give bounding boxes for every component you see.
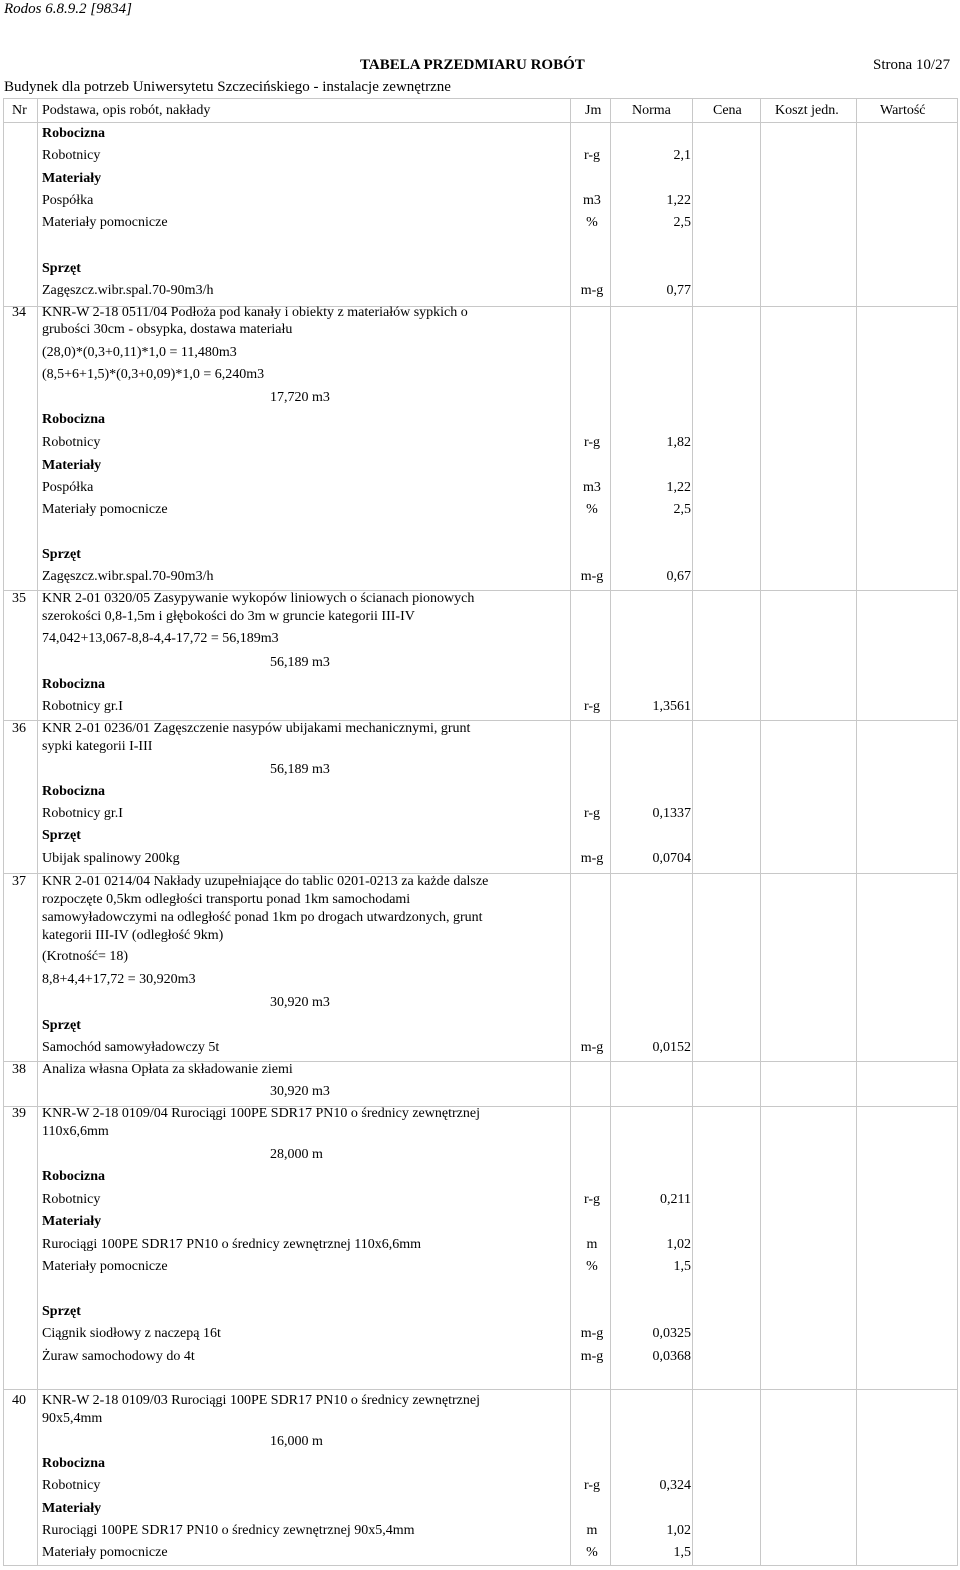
position-description: KNR 2-01 0320/05 Zasypywanie wykopów liniowych o ścianach pionowych <box>42 591 475 606</box>
norm-cell: 1,02 <box>666 1523 691 1538</box>
quantity-total: 56,189 m3 <box>270 762 330 777</box>
category-label: Robocizna <box>42 677 105 692</box>
norm-cell: 1,02 <box>666 1237 691 1252</box>
resource-name: Materiały pomocnicze <box>42 1545 168 1560</box>
category-label: Materiały <box>42 458 102 473</box>
category-label: Sprzęt <box>42 261 81 276</box>
norm-cell: 1,82 <box>666 435 691 450</box>
norm-cell: 2,5 <box>673 215 691 230</box>
unit-cell: r-g <box>583 699 601 714</box>
resource-name: Rurociągi 100PE SDR17 PN10 o średnicy zewnętrznej 110x6,6mm <box>42 1237 421 1252</box>
unit-cell: m-g <box>580 1326 604 1341</box>
position-number: 37 <box>12 874 26 889</box>
norm-cell: 1,22 <box>666 480 691 495</box>
norm-cell: 0,67 <box>666 569 691 584</box>
unit-cell: % <box>586 215 598 230</box>
page-number: Strona 10/27 <box>873 57 951 73</box>
category-label: Materiały <box>42 1501 102 1516</box>
calculation-line: (Krotność= 18) <box>42 949 129 964</box>
col-desc-header: Podstawa, opis robót, nakłady <box>42 103 211 118</box>
column-divider <box>610 98 611 1565</box>
unit-cell: m3 <box>583 193 601 208</box>
category-label: Sprzęt <box>42 1018 81 1033</box>
resource-name: Materiały pomocnicze <box>42 502 168 517</box>
column-divider <box>692 98 693 1565</box>
category-label: Robocizna <box>42 1456 105 1471</box>
resource-name: Robotnicy gr.I <box>42 806 123 821</box>
row-divider <box>3 98 958 99</box>
unit-cell: m <box>586 1523 598 1538</box>
norm-cell: 0,324 <box>659 1478 691 1493</box>
calculation-line: 8,8+4,4+17,72 = 30,920m3 <box>42 972 196 987</box>
description-line: rozpoczęte 0,5km odległości transportu ponad 1km samochodami <box>42 892 411 907</box>
resource-name: Samochód samowyładowczy 5t <box>42 1040 220 1055</box>
norm-cell: 1,5 <box>673 1259 691 1274</box>
unit-cell: r-g <box>583 148 601 163</box>
position-number: 39 <box>12 1106 26 1121</box>
norm-cell: 0,77 <box>666 283 691 298</box>
norm-cell: 0,0152 <box>652 1040 691 1055</box>
description-line: szerokości 0,8-1,5m i głębokości do 3m w gruncie kategorii III-IV <box>42 609 415 624</box>
quantity-total: 28,000 m <box>270 1147 323 1162</box>
resource-name: Zagęszcz.wibr.spal.70-90m3/h <box>42 283 214 298</box>
col-wartosc-header: Wartość <box>880 103 926 118</box>
description-line: 90x5,4mm <box>42 1411 103 1426</box>
norm-cell: 0,0704 <box>652 851 691 866</box>
norm-cell: 2,5 <box>673 502 691 517</box>
resource-name: Pospółka <box>42 480 94 495</box>
column-divider <box>760 98 761 1565</box>
position-number: 38 <box>12 1062 26 1077</box>
unit-cell: m <box>586 1237 598 1252</box>
unit-cell: r-g <box>583 1478 601 1493</box>
resource-name: Materiały pomocnicze <box>42 215 168 230</box>
position-description: KNR-W 2-18 0511/04 Podłoża pod kanały i obiekty z materiałów sypkich o <box>42 305 468 320</box>
document-subtitle: Budynek dla potrzeb Uniwersytetu Szczecińskiego - instalacje zewnętrzne <box>4 79 451 95</box>
description-line: 110x6,6mm <box>42 1124 109 1139</box>
unit-cell: % <box>586 1259 598 1274</box>
unit-cell: % <box>586 1545 598 1560</box>
description-line: sypki kategorii I-III <box>42 739 153 754</box>
column-divider <box>856 98 857 1565</box>
position-description: Analiza własna Opłata za składowanie ziemi <box>42 1062 293 1077</box>
resource-name: Ciągnik siodłowy z naczepą 16t <box>42 1326 221 1341</box>
resource-name: Materiały pomocnicze <box>42 1259 168 1274</box>
row-divider <box>3 122 958 123</box>
position-description: KNR-W 2-18 0109/03 Rurociągi 100PE SDR17 PN10 o średnicy zewnętrznej <box>42 1393 480 1408</box>
norm-cell: 0,211 <box>660 1192 691 1207</box>
unit-cell: r-g <box>583 806 601 821</box>
category-label: Robocizna <box>42 126 105 141</box>
row-divider <box>3 1565 958 1566</box>
category-label: Robocizna <box>42 1169 105 1184</box>
unit-cell: r-g <box>583 435 601 450</box>
position-description: KNR 2-01 0236/01 Zagęszczenie nasypów ubijakami mechanicznymi, grunt <box>42 721 471 736</box>
resource-name: Rurociągi 100PE SDR17 PN10 o średnicy zewnętrznej 90x5,4mm <box>42 1523 415 1538</box>
resource-name: Robotnicy <box>42 1192 101 1207</box>
unit-cell: m-g <box>580 851 604 866</box>
description-line: samowyładowczymi na odległość ponad 1km po drogach utwardzonych, grunt <box>42 910 483 925</box>
position-number: 40 <box>12 1393 26 1408</box>
position-number: 36 <box>12 721 26 736</box>
category-label: Sprzęt <box>42 547 81 562</box>
column-divider <box>570 98 571 1565</box>
category-label: Robocizna <box>42 784 105 799</box>
norm-cell: 0,1337 <box>652 806 691 821</box>
col-nr-header: Nr <box>12 103 27 118</box>
calculation-line: (8,5+6+1,5)*(0,3+0,09)*1,0 = 6,240m3 <box>42 367 265 382</box>
unit-cell: m-g <box>580 283 604 298</box>
column-divider <box>3 98 4 1565</box>
position-description: KNR-W 2-18 0109/04 Rurociągi 100PE SDR17 PN10 o średnicy zewnętrznej <box>42 1106 480 1121</box>
norm-cell: 1,3561 <box>652 699 691 714</box>
calculation-line: (28,0)*(0,3+0,11)*1,0 = 11,480m3 <box>42 345 237 360</box>
resource-name: Zagęszcz.wibr.spal.70-90m3/h <box>42 569 214 584</box>
norm-cell: 1,22 <box>666 193 691 208</box>
norm-cell: 0,0368 <box>652 1349 691 1364</box>
column-divider <box>37 98 38 1565</box>
col-norma-header: Norma <box>632 103 671 118</box>
category-label: Materiały <box>42 171 102 186</box>
unit-cell: m-g <box>580 569 604 584</box>
position-number: 35 <box>12 591 26 606</box>
quantity-total: 56,189 m3 <box>270 655 330 670</box>
quantity-total: 16,000 m <box>270 1434 323 1449</box>
calculation-line: 74,042+13,067-8,8-4,4-17,72 = 56,189m3 <box>42 631 279 646</box>
quantity-total: 30,920 m3 <box>270 995 330 1010</box>
resource-name: Robotnicy <box>42 435 101 450</box>
category-label: Sprzęt <box>42 828 81 843</box>
col-koszt-header: Koszt jedn. <box>775 103 839 118</box>
category-label: Materiały <box>42 1214 102 1229</box>
row-divider <box>3 1389 958 1390</box>
norm-cell: 2,1 <box>673 148 691 163</box>
unit-cell: m-g <box>580 1040 604 1055</box>
column-divider <box>957 98 958 1565</box>
resource-name: Robotnicy gr.I <box>42 699 123 714</box>
col-cena-header: Cena <box>713 103 742 118</box>
resource-name: Ubijak spalinowy 200kg <box>42 851 180 866</box>
unit-cell: % <box>586 502 598 517</box>
quantity-total: 17,720 m3 <box>270 390 330 405</box>
unit-cell: m3 <box>583 480 601 495</box>
quantity-total: 30,920 m3 <box>270 1084 330 1099</box>
description-line: kategorii III-IV (odległość 9km) <box>42 928 224 943</box>
category-label: Sprzęt <box>42 1304 81 1319</box>
position-number: 34 <box>12 305 26 320</box>
col-jm-header: Jm <box>585 103 602 118</box>
description-line: grubości 30cm - obsypka, dostawa materiału <box>42 322 293 337</box>
resource-name: Pospółka <box>42 193 94 208</box>
resource-name: Żuraw samochodowy do 4t <box>42 1349 195 1364</box>
unit-cell: m-g <box>580 1349 604 1364</box>
resource-name: Robotnicy <box>42 1478 101 1493</box>
norm-cell: 0,0325 <box>652 1326 691 1341</box>
norm-cell: 1,5 <box>673 1545 691 1560</box>
app-title: Rodos 6.8.9.2 [9834] <box>4 1 132 17</box>
resource-name: Robotnicy <box>42 148 101 163</box>
document-title: TABELA PRZEDMIARU ROBÓT <box>360 57 585 73</box>
unit-cell: r-g <box>583 1192 601 1207</box>
position-description: KNR 2-01 0214/04 Nakłady uzupełniające do tablic 0201-0213 za każde dalsze <box>42 874 489 889</box>
category-label: Robocizna <box>42 412 105 427</box>
